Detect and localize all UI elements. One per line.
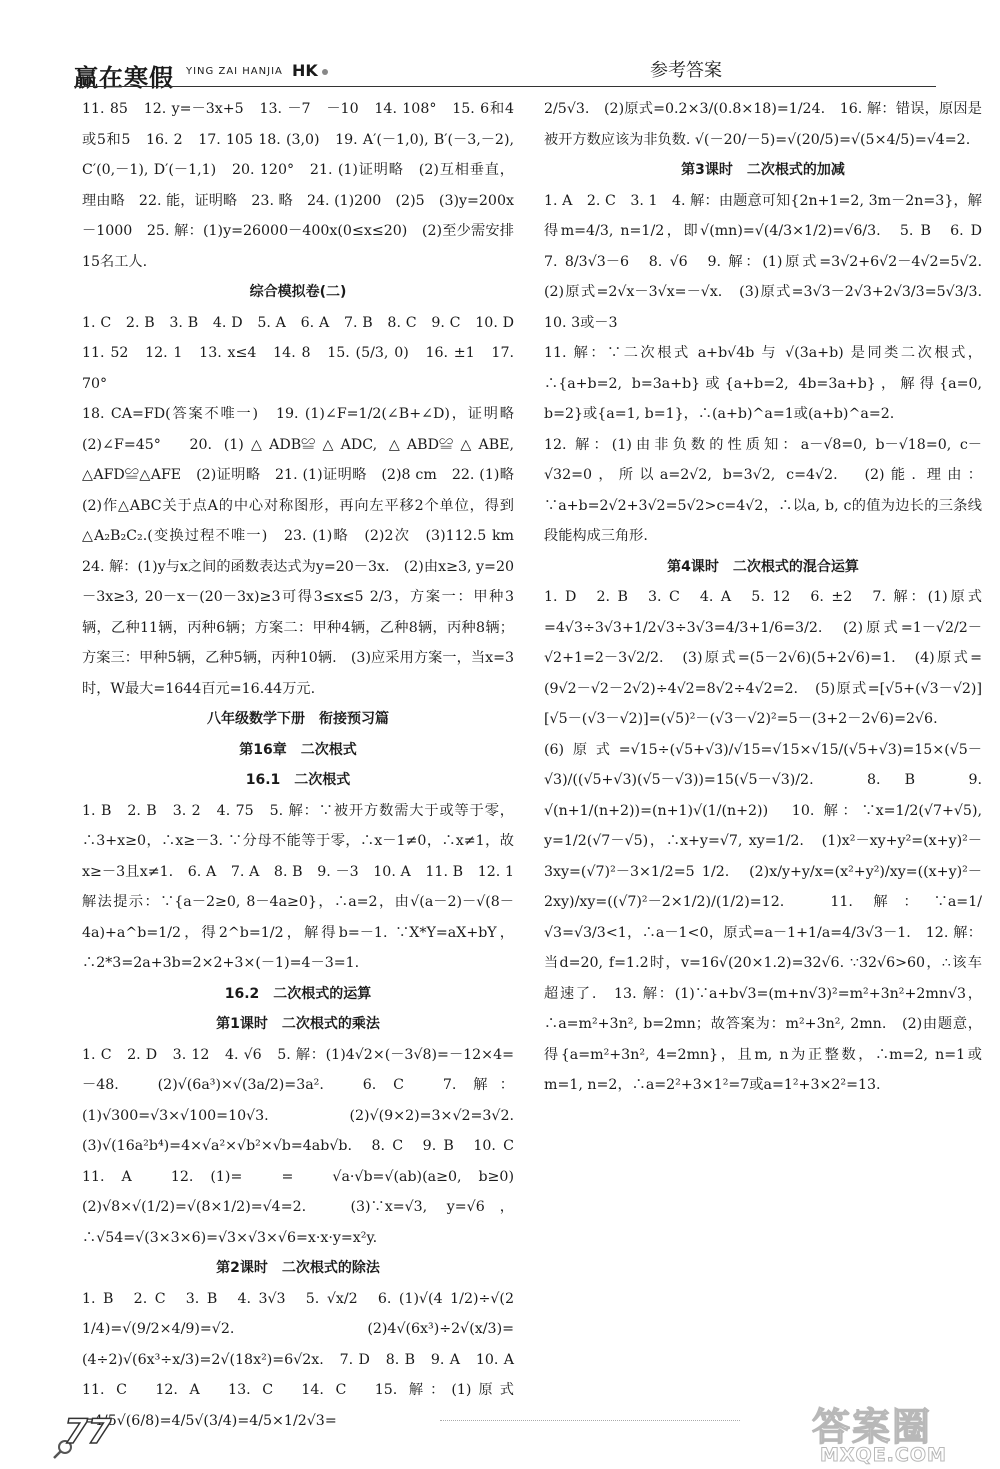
footer-divider xyxy=(440,1420,740,1421)
section-heading: 第16章 二次根式 xyxy=(239,741,357,758)
right-column xyxy=(544,94,997,1101)
section-heading: 第4课时 二次根式的混合运算 xyxy=(667,558,859,575)
answer-paragraph: 1. B 2. C 3. B 4. 3√3 5. √x/2 6. (1)√(4 1/2)÷√(2 1/4)=√(9/2×4/9)=√2. (2)4√(6x³)÷2√(x/3)=(4÷2)√(6x³÷x/3)=2√(18x²)=6√2x. 7. D 8. B 9. A 10. A 11. C 12. A 13. C 14. C 15. 解：(1)原式=4/5√(6/8)=4/5√(3/4)=4/5×1/2√3= xyxy=(82,1290,529,1429)
page-number: 77 xyxy=(64,1412,112,1452)
answer-paragraph: 12. 解：(1)由非负数的性质知：a－√8=0, b－√18=0, c－√32=0，所以a=2√2, b=3√2, c=4√2. (2)能. 理由：∵a+b=2√2+3√2=5√2>c=4√2，∴以a, b, c的值为边长的三条线段能构成三角形. xyxy=(544,436,982,544)
answer-paragraph: 1. C 2. D 3. 12 4. √6 5. 解：(1)4√2×(－3√8)=－12×4=－48. (2)√(6a³)×√(3a/2)=3a². 6. C 7. 解：(1)√300=√3×√100=10√3. (2)√(9×2)=3×√2=3√2. (3)√(16a²b⁴)=4×√a²×√b²×√b=4ab√b. 8. C 9. B 10. C 11. A 12. (1)= = √a·√b=√(ab)(a≥0, b≥0) (2)√8×√(1/2)=√(8×1/2)=√4=2. (3)∵x=√3, y=√6，∴√54=√(3×3×6)=√3×√3×√6=x·x·y=x²y. xyxy=(82,1046,529,1246)
header-divider xyxy=(74,86,936,87)
watermark-url: MXQE.COM xyxy=(820,1444,947,1466)
answer-paragraph: 18. CA=FD(答案不唯一) 19. (1)∠F=1/2(∠B+∠D)，证明略 (2)∠F=45° 20. (1)△ADB≌△ADC, △ABD≌△ABE, △AFD≌△AFE (2)证明略 21. (1)证明略 (2)8 cm 22. (1)略 (2)作△ABC关于点A的中心对称图形，再向左平移2个单位，得到△A₂B₂C₂.(变换过程不唯一) 23. (1)略 (2)2次 (3)112.5 km 24. 解：(1)y与x之间的函数表达式为y=20－3x. (2)由x≥3, y=20－3x≥3, 20－x－(20－3x)≥3可得3≤x≤5 2/3，方案一：甲种3辆，乙种11辆，丙种6辆；方案二：甲种4辆，乙种8辆，丙种8辆；方案三：甲种5辆，乙种5辆，丙种10辆. (3)应采用方案一，当x=3时，W最大=1644百元=16.44万元. xyxy=(82,406,529,697)
edition-badge: HK xyxy=(292,61,318,80)
left-column xyxy=(82,94,529,1436)
section-heading: 综合模拟卷(二) xyxy=(249,284,347,300)
header-title: 参考答案 xyxy=(650,60,722,81)
section-heading: 16.1 二次根式 xyxy=(245,772,351,788)
section-heading: 16.2 二次根式的运算 xyxy=(224,985,372,1002)
section-heading: 八年级数学下册 衔接预习篇 xyxy=(207,711,389,727)
answer-paragraph: 1. A 2. C 3. 1 4. 解：由题意可知{2n+1=2, 3m－2n=3}，解得m=4/3, n=1/2，即√(mn)=√(4/3×1/2)=√6/3. 5. B 6. D 7. 8/3√3－6 8. √6 9. 解：(1)原式=3√2+6√2－4√2=5√2. (2)原式=2√x－3√x=－√x. (3)原式=3√3－2√3+2√3/3=5√3/3. 10. 3或－3 xyxy=(544,192,997,331)
watermark-logo: 答案圈 xyxy=(812,1405,933,1449)
brand-title: 赢在寒假 xyxy=(74,64,174,92)
dot-icon xyxy=(322,69,328,75)
answer-paragraph: 2/5√3. (2)原式=0.2×3/(0.8×18)=1/24. 16. 解：错误，原因是被开方数应该为非负数. √(－20/－5)=√(20/5)=√(5×4/5)=√4=2. xyxy=(544,101,982,148)
answer-paragraph: 11. 解：∵二次根式 a+b√4b 与 √(3a+b) 是同类二次根式，∴{a+b=2, b=3a+b}或{a+b=2, 4b=3a+b}，解得{a=0, b=2}或{a=1, b=1}，∴(a+b)^a=1或(a+b)^a=2. xyxy=(544,345,982,422)
section-heading: 第3课时 二次根式的加减 xyxy=(681,162,845,178)
section-heading: 第1课时 二次根式的乘法 xyxy=(216,1016,380,1032)
answer-paragraph: 1. D 2. B 3. C 4. A 5. 12 6. ±2 7. 解：(1)原式=4√3÷3√3+1/2√3÷3√3=4/3+1/6=3/2. (2)原式=1－√2/2－√2+1=2－3√2/2. (3)原式=(5－2√6)(5+2√6)=1. (4)原式=(9√2－√2－2√2)÷4√2=8√2÷4√2=2. (5)原式=[√5+(√3－√2)][√5－(√3－√2)]=(√5)²－(√3－√2)²=5－(3+2－2√6)=2√6. xyxy=(544,589,982,727)
answer-paragraph: 11. 85 12. y=－3x+5 13. －7 －10 14. 108° 15. 6和4或5和5 16. 2 17. 105 18. (3,0) 19. A′(－1,0), B′(－3,－2), C′(0,－1), D′(－1,1) 20. 120° 21. (1)证明略 (2)互相垂直，理由略 22. 能，证明略 23. 略 24. (1)200 (2)5 (3)y=200x－1000 25. 解：(1)y=26000－400x(0≤x≤20) (2)至少需安排15名工人. xyxy=(82,101,514,270)
brand-pinyin: YING ZAI HANJIA xyxy=(186,66,283,77)
answer-paragraph: (6)原式=√15÷(√5+√3)/√15=√15×√15/(√5+√3)=15×(√5－√3)/((√5+√3)(√5－√3))=15(√5－√3)/2. 8. B 9. √(n+1/(n+2))=(n+1)√(1/(n+2)) 10. 解：∵x=1/2(√7+√5), y=1/2(√7－√5)，∴x+y=√7, xy=1/2. (1)x²－xy+y²=(x+y)²－3xy=(√7)²－3×1/2=5 1/2. (2)x/y+y/x=(x²+y²)/xy=((x+y)²－2xy)/xy=((√7)²－2×1/2)/(1/2)=12. 11. 解：∵a=1/√3=√3/3<1，∴a－1<0，原式=a－1+1/a=4/3√3－1. 12. 解：当d=20, f=1.2时，v=16√(20×1.2)=32√6. ∵32√6>60，∴该车超速了. 13. 解：(1)∵a+b√3=(m+n√3)²=m²+3n²+2mn√3，∴a=m²+3n², b=2mn；故答案为：m²+3n², 2mn. (2)由题意，得{a=m²+3n², 4=2mn}，且m, n为正整数，∴m=2, n=1或m=1, n=2，∴a=2²+3×1²=7或a=1²+3×2²=13. xyxy=(544,741,982,1093)
watermark xyxy=(812,1396,1000,1468)
answer-paragraph: 1. C 2. B 3. B 4. D 5. A 6. A 7. B 8. C 9. C 10. D 11. 52 12. 1 13. x≤4 14. 8 15. (5/3, 0) 16. ±1 17. 70° xyxy=(82,314,529,392)
page-header xyxy=(0,0,1000,90)
section-heading: 第2课时 二次根式的除法 xyxy=(216,1260,380,1276)
answer-paragraph: 1. B 2. B 3. 2 4. 75 5. 解：∵被开方数需大于或等于零，∴3+x≥0，∴x≥－3. ∵分母不能等于零，∴x－1≠0，∴x≠1，故x≥－3且x≠1. 6. A 7. A 8. B 9. －3 10. A 11. B 12. 1 解法提示：∵{a－2≥0, 8－4a≥0}，∴a=2，由√(a－2)－√(8－4a)+a^b=1/2，得2^b=1/2，解得b=－1. ∵X*Y=aX+bY，∴2*3=2a+3b=2×2+3×(－1)=4－3=1. xyxy=(82,802,529,971)
